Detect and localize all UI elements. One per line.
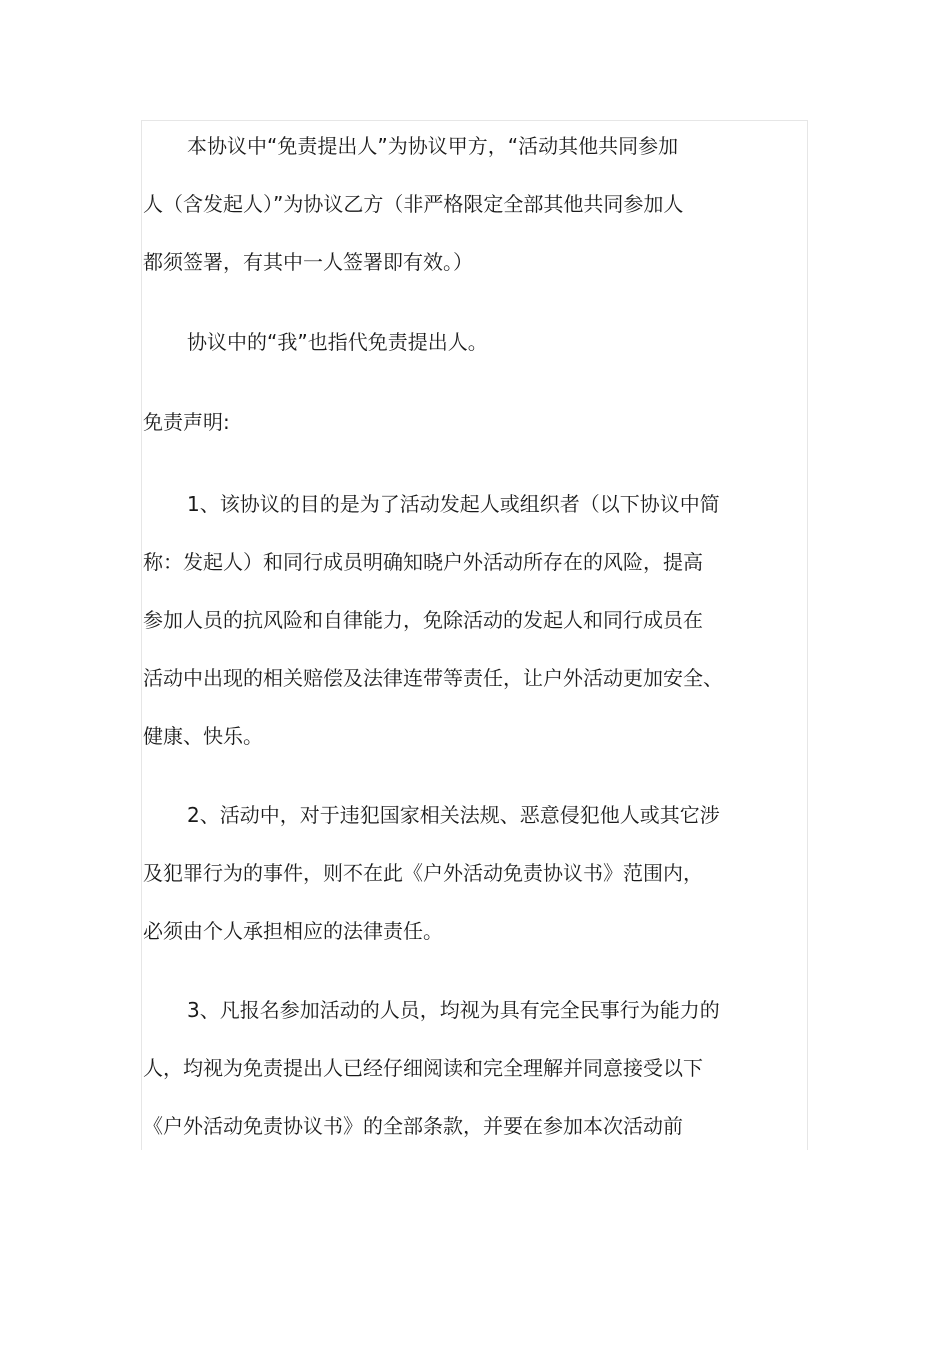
text-line: 必须由个人承担相应的法律责任。 [143,919,443,943]
text-line: 1、该协议的目的是为了活动发起人或组织者（以下协议中简 [187,492,720,516]
text-line: 人，均视为免责提出人已经仔细阅读和完全理解并同意接受以下 [143,1056,703,1080]
text-line: 本协议中“免责提出人”为协议甲方，“活动其他共同参加 [187,134,679,158]
text-line: 活动中出现的相关赔偿及法律连带等责任，让户外活动更加安全、 [143,666,723,690]
text-line: 都须签署，有其中一人签署即有效。） [143,250,473,274]
text-line: 《户外活动免责协议书》的全部条款，并要在参加本次活动前 [143,1114,683,1138]
text-line: 人（含发起人）”为协议乙方（非严格限定全部其他共同参加人 [143,192,684,216]
text-line: 健康、快乐。 [143,724,263,748]
text-line: 及犯罪行为的事件，则不在此《户外活动免责协议书》范围内， [143,861,703,885]
text-line: 3、凡报名参加活动的人员，均视为具有完全民事行为能力的 [187,998,720,1022]
section-heading: 免责声明: [143,410,230,434]
text-line: 参加人员的抗风险和自律能力，免除活动的发起人和同行成员在 [143,608,703,632]
text-line: 称：发起人）和同行成员明确知晓户外活动所存在的风险，提高 [143,550,703,574]
text-line: 2、活动中，对于违犯国家相关法规、恶意侵犯他人或其它涉 [187,803,720,827]
text-line: 协议中的“我”也指代免责提出人。 [187,330,488,354]
